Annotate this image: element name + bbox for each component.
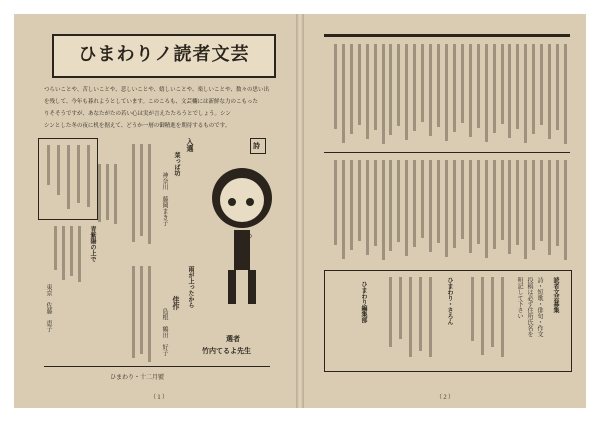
- text-line: [389, 160, 392, 251]
- footer-rule: [44, 366, 270, 367]
- editor-name: ひまわり編集部: [360, 281, 367, 323]
- judge-label: 選者: [226, 334, 240, 343]
- text-line: [334, 44, 337, 129]
- text-line: [358, 44, 361, 125]
- text-line: [556, 160, 559, 246]
- intro-line: りそそうですが、あなたがたの若い心は実が言えたたろうとでしょう。シン: [44, 111, 231, 117]
- second-heading: 佳作: [172, 296, 181, 310]
- second-title: 雨が上ったから: [187, 266, 194, 308]
- text-line: [421, 160, 424, 238]
- notice-box: [324, 270, 572, 372]
- notice-line: 投稿は必ず住所氏名を: [526, 277, 533, 337]
- text-line: [493, 44, 496, 133]
- text-line: [548, 160, 551, 255]
- salon-heading: ひまわり・さろん: [446, 277, 453, 325]
- judge-name: 竹内てるよ先生: [202, 346, 251, 355]
- text-line: [485, 160, 488, 258]
- intro-paragraph: [44, 84, 284, 132]
- text-line: [516, 44, 519, 129]
- winner-title: 菜っぱ坊: [173, 152, 180, 176]
- text-line: [374, 44, 377, 130]
- text-line: [477, 160, 480, 244]
- second-prize-section: [132, 266, 200, 376]
- text-line: [540, 44, 543, 125]
- page-number: （１）: [150, 394, 169, 401]
- text-line: [485, 44, 488, 142]
- article-author: 東京 佐藤 恵子: [45, 284, 52, 332]
- text-line: [501, 44, 504, 124]
- footer-text: ひまわり・十二月號: [110, 374, 165, 381]
- page-title: ひまわりノ読者文芸: [78, 44, 250, 65]
- intro-line: シンとした冬の夜に机を据えて、どうか一層の御精進を期待するものです。: [44, 123, 231, 129]
- text-line: [540, 160, 543, 241]
- text-line: [382, 160, 385, 260]
- text-line: [382, 44, 385, 144]
- text-line: [334, 160, 337, 245]
- text-line: [397, 160, 400, 242]
- left-page: [14, 14, 296, 408]
- notice-heading: 読者文芸募集: [552, 277, 559, 313]
- text-line: [524, 44, 527, 143]
- illustration-area: [204, 138, 280, 318]
- winner-heading: 入選: [186, 138, 195, 152]
- text-line: [413, 160, 416, 247]
- text-line: [342, 160, 345, 259]
- text-line: [548, 44, 551, 139]
- text-line: [532, 160, 535, 250]
- text-line: [445, 44, 448, 141]
- text-line: [437, 160, 440, 243]
- text-line: [453, 160, 456, 248]
- text-line: [389, 44, 392, 135]
- notice-line: 明記して下さい: [516, 277, 523, 319]
- text-line: [532, 44, 535, 134]
- gutter: [296, 14, 304, 408]
- notice-line: 詩・短歌・俳句・作文: [536, 277, 543, 337]
- text-line: [516, 160, 519, 245]
- article-heading: 青紫陽の上で: [89, 226, 96, 262]
- text-line: [397, 44, 400, 126]
- text-line: [437, 44, 440, 127]
- text-line: [469, 160, 472, 253]
- text-line: [469, 44, 472, 137]
- illustration-signature: KYURO: [234, 234, 252, 240]
- text-line: [374, 160, 377, 246]
- top-rule: [324, 34, 570, 37]
- text-line: [501, 160, 504, 240]
- text-line: [405, 160, 408, 256]
- text-line: [421, 44, 424, 122]
- text-line: [350, 44, 353, 134]
- text-line: [429, 160, 432, 252]
- text-line: [366, 160, 369, 255]
- text-line: [461, 160, 464, 239]
- winner-author: 神奈川 藤岡まき子: [161, 172, 168, 226]
- text-line: [461, 44, 464, 123]
- poem-block-left: [36, 164, 126, 364]
- title-box: [52, 34, 276, 78]
- text-line: [453, 44, 456, 132]
- text-line: [564, 160, 567, 260]
- text-line: [350, 160, 353, 250]
- right-page: [304, 14, 586, 408]
- text-line: [429, 44, 432, 136]
- second-author: 島根 鶴田 好子: [161, 308, 168, 356]
- text-line: [556, 44, 559, 130]
- text-line: [477, 44, 480, 128]
- text-line: [358, 160, 361, 241]
- poem-label-box: [250, 138, 266, 154]
- text-line: [508, 44, 511, 138]
- intro-line: を残して、今年も暮れようとしています。このころも、文芸欄には新鮮な力のこもった: [44, 99, 258, 105]
- magazine-spread: [14, 14, 586, 408]
- text-line: [413, 44, 416, 131]
- poem-label: 詩: [253, 141, 260, 150]
- text-line: [508, 160, 511, 254]
- text-line: [493, 160, 496, 249]
- body-text-middle: [324, 158, 570, 264]
- text-line: [366, 44, 369, 139]
- text-line: [342, 44, 345, 143]
- text-line: [405, 44, 408, 140]
- intro-line: つらいことや、苦しいことや、悲しいことや、嬉しいことや、楽しいことや、数々の思い出: [44, 87, 269, 93]
- text-line: [564, 44, 567, 144]
- page-number: （２）: [436, 394, 455, 401]
- text-line: [445, 160, 448, 257]
- text-line: [524, 160, 527, 259]
- middle-rule: [324, 152, 570, 153]
- body-text-top: [324, 42, 570, 148]
